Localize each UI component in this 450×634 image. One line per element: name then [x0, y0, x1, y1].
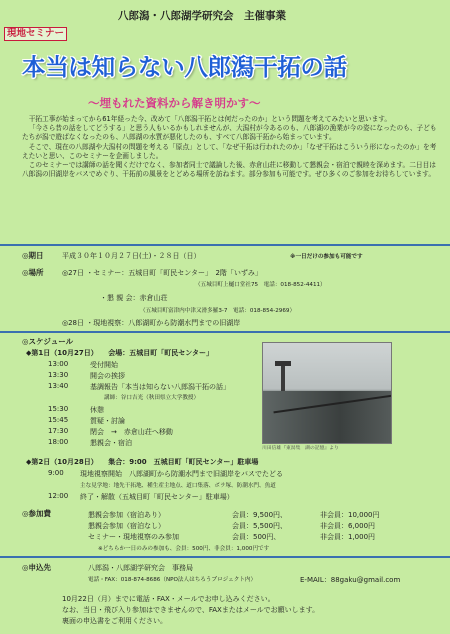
intro-text — [22, 115, 437, 179]
footer-line: なお、当日・飛び入り参加はできませんので、FAXまたはメールでお願いします。 — [62, 606, 320, 614]
schedule-lecturer: 講師：谷口吉光（秋田県立大学教授） — [104, 395, 200, 401]
onsite-seminar-badge: 現地セミナー — [4, 27, 67, 41]
schedule-item: 懇親会・宿泊 — [90, 439, 132, 447]
schedule-time: 13:00 — [48, 360, 69, 368]
footer-line: 裏面の申込書をご利用ください。 — [62, 617, 167, 625]
intro-paragraph: そこで、現在の八郎湖や大潟村の問題を考える「原点」として、「なぜ干拓は行われたのか」「なぜ干拓はこういう形になったのか」を考えたいと思い、このセミナーを企画しました。 — [22, 142, 437, 160]
schedule-label: ◎スケジュール — [22, 337, 74, 346]
schedule-time: 15:45 — [48, 416, 69, 424]
intro-paragraph: このセミナーでは講師の話を聞くだけでなく、参加者同士で議論した後、赤倉山荘に移動して懇親会・宿泊で親睦を深めます。二日目は八郎潟の旧湖岸をバスでめぐり、干拓前の風景をとどめる場所を訪ねます。部分参加も可能です。ぜひ多くのご参加をお待ちしています。 — [22, 161, 436, 179]
fees-label: ◎参加費 — [22, 509, 52, 518]
fee-type: セミナー・現地視察のみ参加 — [88, 533, 179, 541]
intro-paragraph: 干拓工事が始まってから61年経った今、改めて「八郎潟干拓とは何だったのか」という問題を考えてみたいと思います。 — [28, 115, 392, 123]
schedule-item: 開会の挨拶 — [90, 372, 125, 380]
fee-nonmember: 非会員：1,000円 — [320, 533, 376, 541]
schedule-item: 閉会 → 赤倉山荘へ移動 — [90, 428, 173, 436]
schedule-time: 15:30 — [48, 405, 69, 413]
date-note: ※一日だけの参加も可能です — [290, 254, 363, 260]
flyer-subtitle: 〜埋もれた資料から解き明かす〜 — [88, 96, 261, 110]
venue-seminar-address: （五城目町上樋口堂社75 電話：018-852-4411） — [195, 282, 326, 288]
schedule-time: 13:30 — [48, 371, 69, 379]
fee-type: 懇親会参加（宿泊あり） — [88, 511, 165, 519]
organizer-line: 八郎潟・八郎湖学研究会 主催事業 — [118, 10, 286, 22]
schedule-item: 質疑・討論 — [90, 417, 125, 425]
contact-email: E-MAIL：88gaku@gmail.com — [300, 576, 401, 584]
date-value: 平成３０年１０月２７日(土)・２８日（日） — [62, 252, 201, 260]
venue-field-trip: ◎28日 ・現地視察：八郎湖町から防潮水門までの旧湖岸 — [62, 319, 241, 327]
divider — [0, 556, 450, 558]
schedule-time: 9:00 — [48, 469, 64, 477]
footer-line: 10月22日（月）までに電話・FAX・メールでお申し込みください。 — [62, 595, 275, 603]
contact-label: ◎申込先 — [22, 563, 52, 572]
intro-paragraph: 「今さら昔の話をしてどうする」と思う人もいるかもしれませんが、大潟村が今あるのも、八郎湖の漁業が今の姿になったのも、子どもたちが潟で遊ばなくなったのも、八郎湖の水質が悪化したのも、すべて八郎潟干拓から始まっています。 — [22, 124, 437, 142]
schedule-sites: 主な見学地：地先干拓地、種生産主地点、道口集落、ボラ塚、防潮水門、魚道 — [80, 483, 276, 489]
venue-label: ◎場所 — [22, 268, 44, 277]
photo-tower — [281, 363, 285, 391]
fee-member: 会員：9,500円、 — [232, 511, 288, 519]
divider — [0, 244, 450, 246]
fee-note: ※どちらか一日のみの参加も、会員：500円、非会員：1,000円です — [98, 546, 270, 552]
photo-caption: 川田信雄『東潟集 湖の記憶』より — [262, 446, 339, 451]
schedule-time: 12:00 — [48, 492, 69, 500]
schedule-time: 18:00 — [48, 438, 69, 446]
schedule-item: 受付開始 — [90, 361, 118, 369]
schedule-item: 休憩 — [90, 406, 104, 414]
venue-party: ・懇 親 会：赤倉山荘 — [100, 294, 168, 302]
fee-nonmember: 非会員：10,000円 — [320, 511, 380, 519]
flyer-title: 本当は知らない八郎潟干拓の話 — [22, 53, 347, 81]
schedule-item: 終了・解散（五城目町「町民センター」駐車場） — [80, 493, 234, 501]
day2-heading: ◆第2日（10月28日） 集合：9:00 五城目町「町民センター」駐車場 — [26, 458, 259, 466]
lake-photo — [262, 342, 392, 444]
fee-type: 懇親会参加（宿泊なし） — [88, 522, 165, 530]
schedule-time: 13:40 — [48, 382, 69, 390]
schedule-item: 現地視察開始 八郎湖町から防潮水門まで旧湖岸をバスでたどる — [80, 470, 283, 478]
date-label: ◎期日 — [22, 251, 44, 260]
venue-party-address: （五城目町富津内中津又滑多羅3-7 電話：018-854-2969） — [140, 308, 296, 314]
fee-member: 会員：5,500円、 — [232, 522, 288, 530]
schedule-time: 17:30 — [48, 427, 69, 435]
contact-organization: 八郎潟・八郎湖学研究会 事務局 — [88, 564, 193, 572]
contact-phone: 電話・FAX：018-874-8686（NPO法人はちろうプロジェクト内） — [88, 577, 257, 583]
schedule-item: 基調報告「本当は知らない八郎潟干拓の話」 — [90, 383, 230, 391]
divider — [0, 331, 450, 333]
fee-member: 会員：500円、 — [232, 533, 281, 541]
fee-nonmember: 非会員：6,000円 — [320, 522, 376, 530]
venue-seminar: ◎27日 ・セミナー：五城目町「町民センター」 2階「いずみ」 — [62, 269, 262, 277]
day1-heading: ◆第1日（10月27日） 会場：五城目町「町民センター」 — [26, 349, 213, 357]
